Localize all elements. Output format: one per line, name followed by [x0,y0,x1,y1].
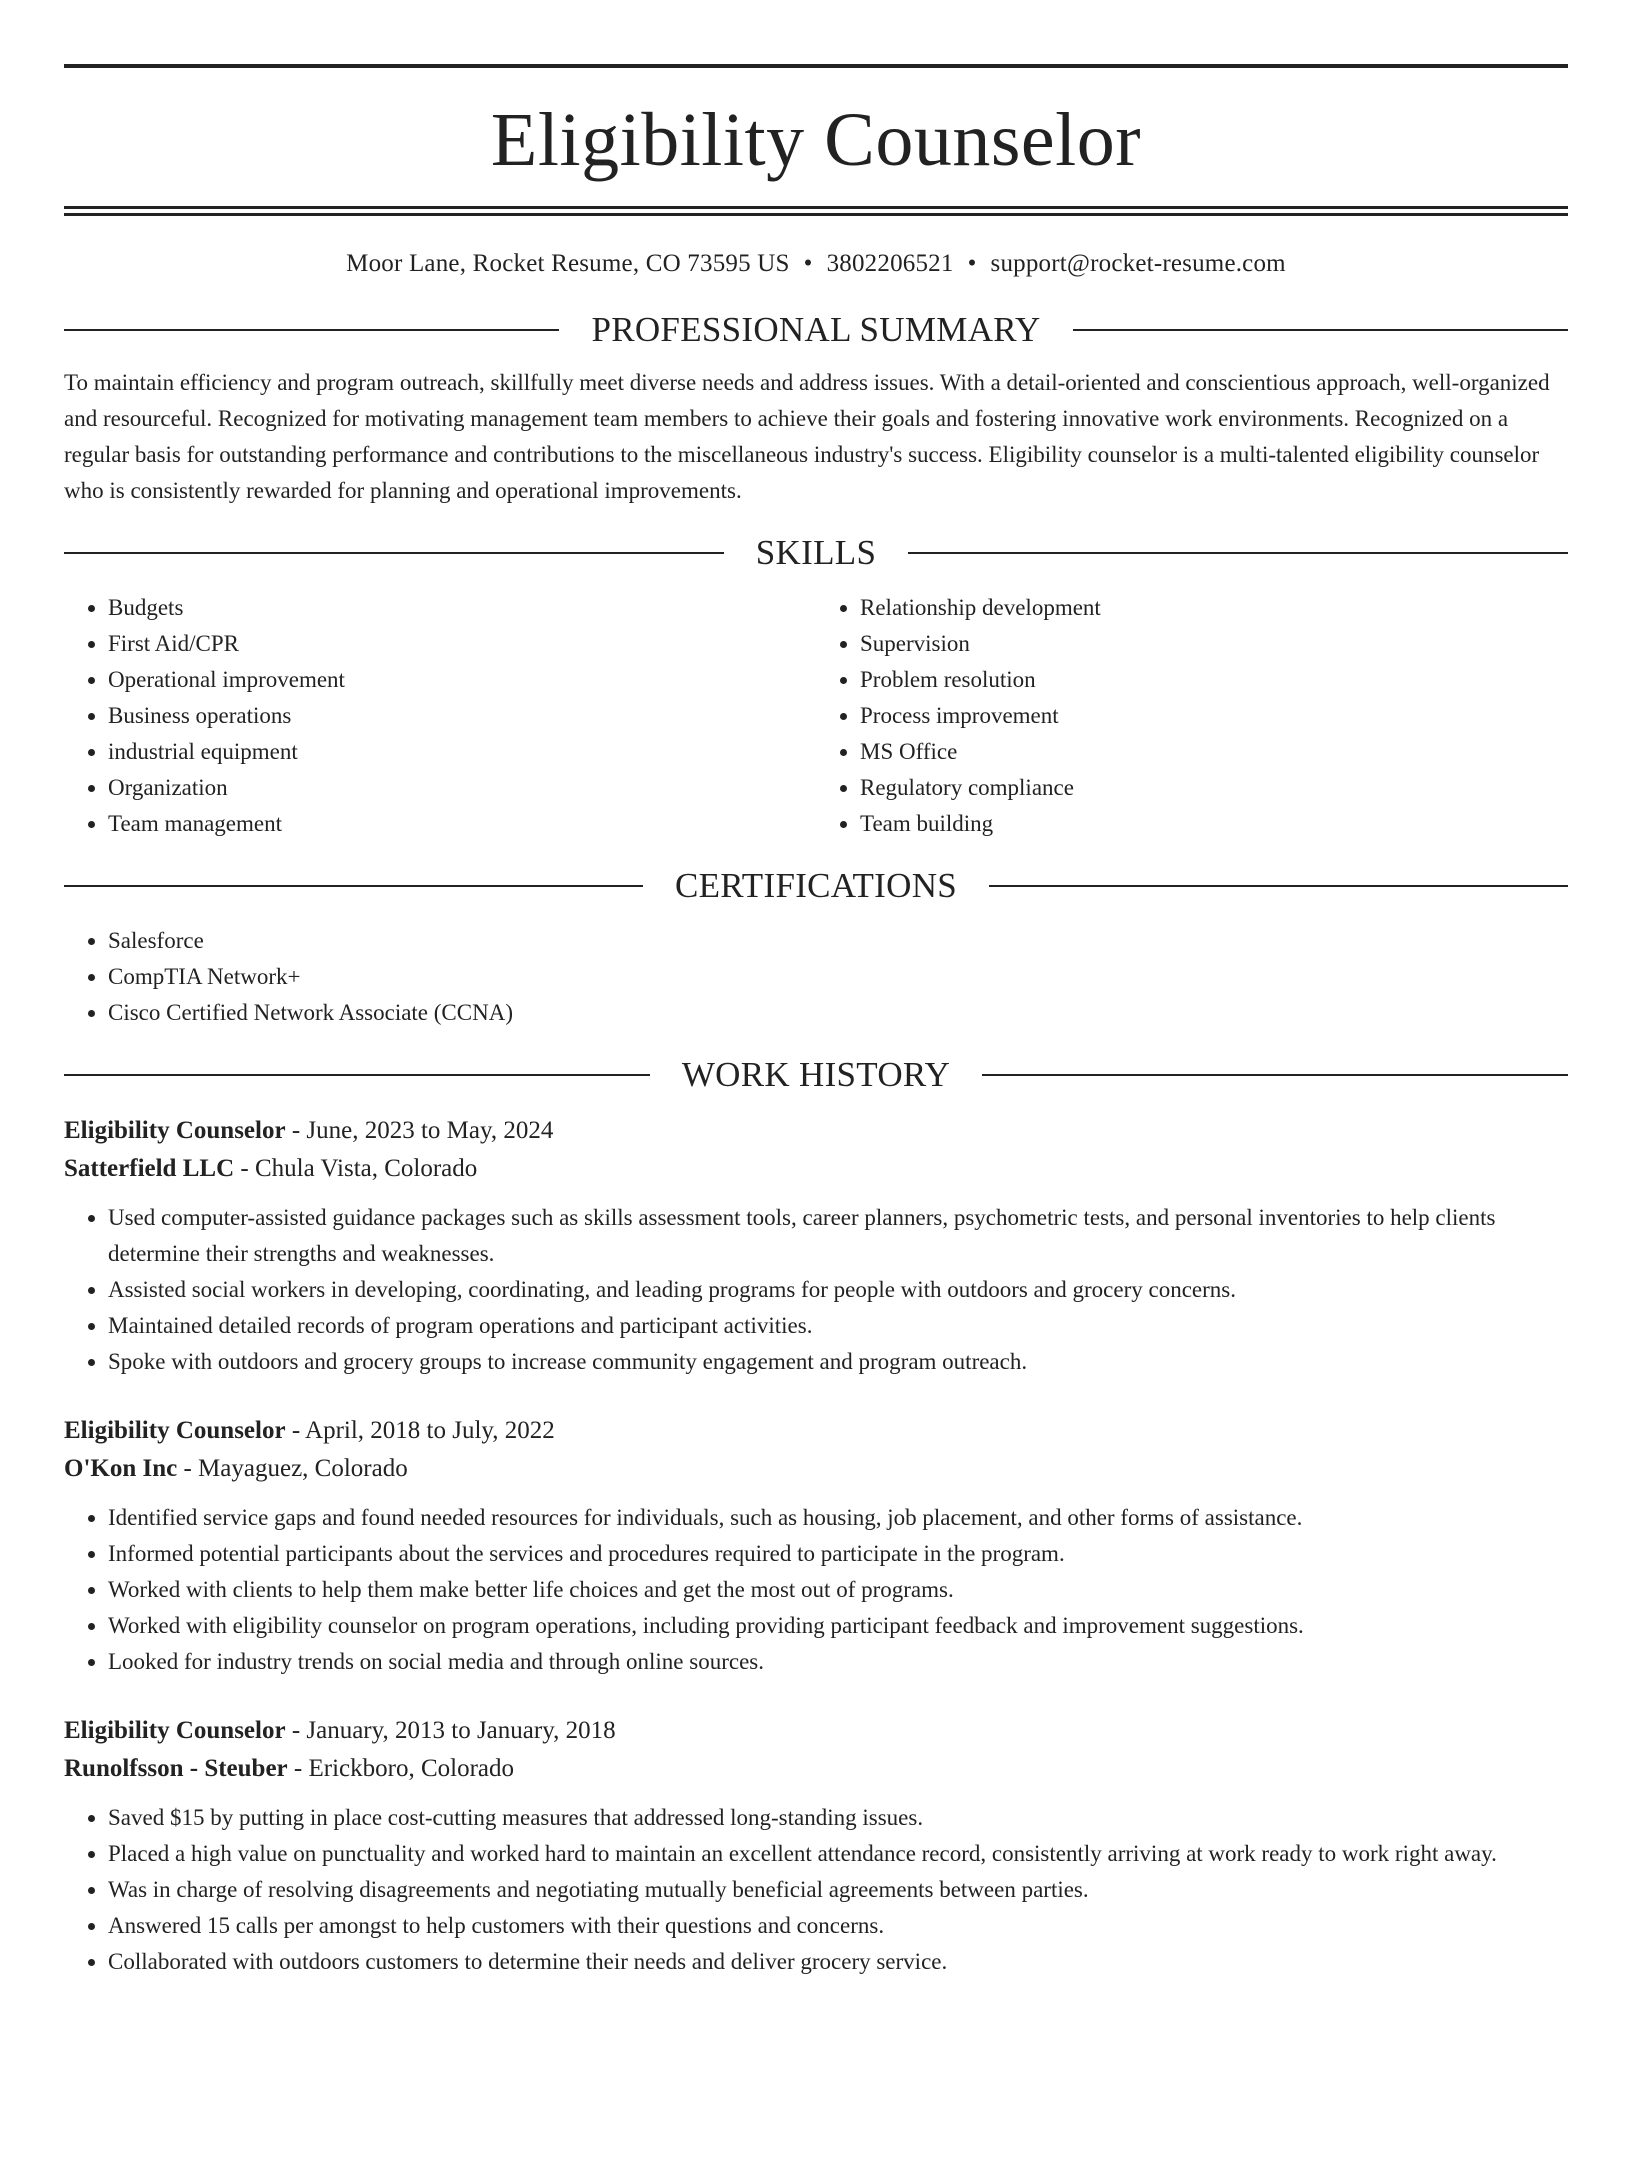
list-item: • Regulatory compliance [860,770,1568,806]
job-title-line [64,1712,1568,1750]
list-item: • Worked with eligibility counselor on program operations, including providing participant feedback and improvement suggestions. [108,1608,1568,1644]
job-title-line [64,1112,1568,1150]
skills-right-list [816,590,1568,842]
contact-separator: • [803,250,813,277]
contact-separator: • [967,250,977,277]
top-rule [64,64,1568,68]
contact-email: support@rocket-resume.com [990,250,1286,277]
heading-rule [64,1074,650,1076]
job-location: - Chula Vista, Colorado [234,1155,478,1182]
section-title: PROFESSIONAL SUMMARY [591,310,1041,349]
job-bullets [64,1500,1568,1680]
skills-left-list [64,590,816,842]
job-company-line [64,1150,1568,1188]
section-heading-skills [64,535,1568,570]
job-title: Eligibility Counselor [64,1417,286,1444]
contact-phone: 3802206521 [826,250,954,277]
job-company: Satterfield LLC [64,1155,235,1182]
list-item: • Problem resolution [860,662,1568,698]
list-item: • Assisted social workers in developing, coordinating, and leading programs for people with outdoors and grocery concerns. [108,1272,1568,1308]
job-bullets [64,1200,1568,1380]
section-heading-certifications [64,868,1568,903]
heading-rule [64,329,559,331]
heading-rule [64,552,724,554]
list-item: • Worked with clients to help them make better life choices and get the most out of programs. [108,1572,1568,1608]
section-title: SKILLS [755,533,877,572]
list-item: • Relationship development [860,590,1568,626]
skills-list [64,590,1568,842]
list-item: • Supervision [860,626,1568,662]
job-company: Runolfsson - Steuber [64,1755,288,1782]
skills-column-left [64,590,816,842]
list-item: • CompTIA Network+ [108,959,1568,995]
summary-text: To maintain efficiency and program outreach, skillfully meet diverse needs and address issues. With a detail-oriented and conscientious approach, well-organized and resourceful. Recognized for motivating management team members to achieve their goals and fostering innovative work environments. Recognized on a regular basis for outstanding performance and contributions to the miscellaneous industry's success. Eligibility counselor is a multi-talented eligibility counselor who is consistently rewarded for planning and operational improvements. [64,370,1550,503]
list-item: • First Aid/CPR [108,626,816,662]
certifications-list [64,923,1568,1031]
job-company-line [64,1450,1568,1488]
job-dates: - April, 2018 to July, 2022 [285,1417,555,1444]
title-double-rule [64,206,1568,216]
list-item: • industrial equipment [108,734,816,770]
skills-column-right [816,590,1568,842]
list-item: • Cisco Certified Network Associate (CCNA) [108,995,1568,1031]
section-heading-summary [64,312,1568,347]
heading-rule [1073,329,1568,331]
heading-rule [982,1074,1568,1076]
list-item: • Answered 15 calls per amongst to help customers with their questions and concerns. [108,1908,1568,1944]
job-bullets [64,1800,1568,1980]
job-company: O'Kon Inc [64,1455,178,1482]
list-item: • Budgets [108,590,816,626]
list-item: • Process improvement [860,698,1568,734]
list-item: • Organization [108,770,816,806]
job-entry [64,1712,1568,1980]
resume-title: Eligibility Counselor [490,98,1142,182]
resume-page [0,64,1632,1980]
job-title: Eligibility Counselor [64,1117,286,1144]
job-entry [64,1412,1568,1680]
job-entry [64,1112,1568,1380]
list-item: • Salesforce [108,923,1568,959]
job-dates: - January, 2013 to January, 2018 [285,1717,616,1744]
list-item: • Collaborated with outdoors customers to determine their needs and deliver grocery service. [108,1944,1568,1980]
list-item: • Operational improvement [108,662,816,698]
heading-rule [908,552,1568,554]
heading-rule [64,885,643,887]
list-item: • Saved $15 by putting in place cost-cutting measures that addressed long-standing issues. [108,1800,1568,1836]
list-item: • Informed potential participants about the services and procedures required to participate in the program. [108,1536,1568,1572]
job-title: Eligibility Counselor [64,1717,286,1744]
section-title: CERTIFICATIONS [674,866,958,905]
contact-address: Moor Lane, Rocket Resume, CO 73595 US [346,250,790,277]
list-item: • Placed a high value on punctuality and worked hard to maintain an excellent attendance record, consistently arriving at work ready to work right away. [108,1836,1568,1872]
job-company-line [64,1750,1568,1788]
job-location: - Mayaguez, Colorado [177,1455,408,1482]
list-item: • Spoke with outdoors and grocery groups to increase community engagement and program outreach. [108,1344,1568,1380]
job-title-line [64,1412,1568,1450]
job-dates: - June, 2023 to May, 2024 [285,1117,554,1144]
list-item: • Was in charge of resolving disagreements and negotiating mutually beneficial agreements between parties. [108,1872,1568,1908]
list-item: • Identified service gaps and found needed resources for individuals, such as housing, job placement, and other forms of assistance. [108,1500,1568,1536]
contact-line [64,250,1568,278]
list-item: • Team management [108,806,816,842]
work-history-list [64,1112,1568,1980]
job-location: - Erickboro, Colorado [287,1755,514,1782]
section-heading-work-history [64,1057,1568,1092]
section-title: WORK HISTORY [681,1055,951,1094]
list-item: • Used computer-assisted guidance packages such as skills assessment tools, career planners, psychometric tests, and personal inventories to help clients determine their strengths and weaknesses. [108,1200,1568,1272]
list-item: • MS Office [860,734,1568,770]
list-item: • Business operations [108,698,816,734]
list-item: • Maintained detailed records of program operations and participant activities. [108,1308,1568,1344]
list-item: • Looked for industry trends on social media and through online sources. [108,1644,1568,1680]
list-item: • Team building [860,806,1568,842]
heading-rule [989,885,1568,887]
